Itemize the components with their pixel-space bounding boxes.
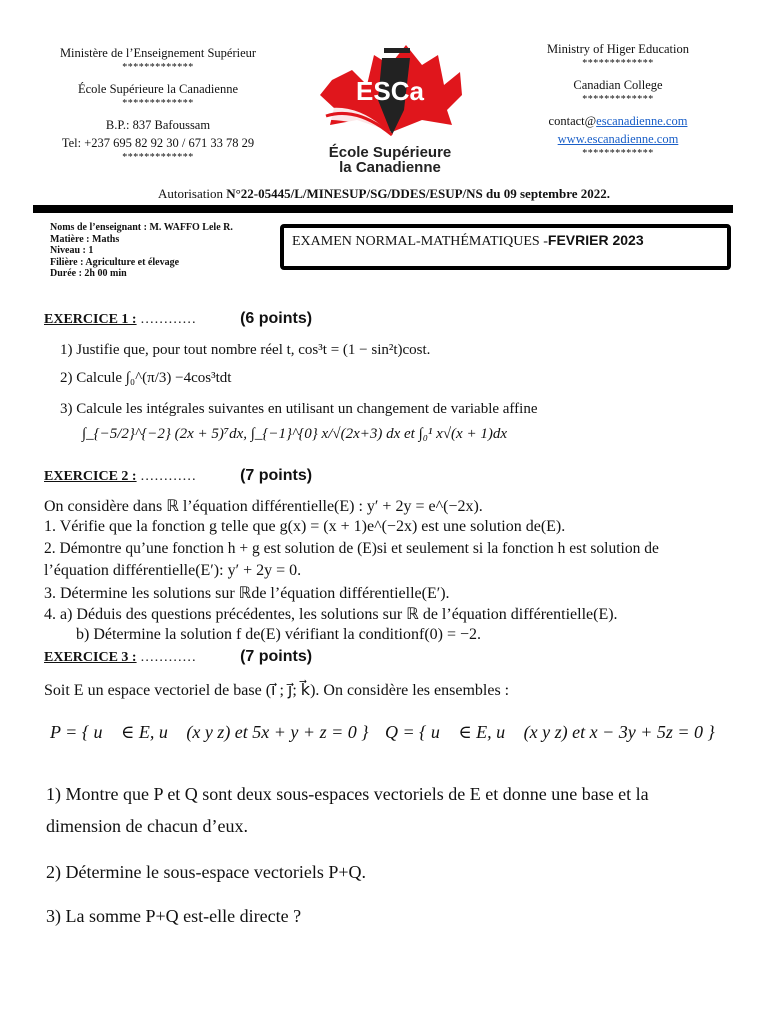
level: Niveau : 1 [50,245,94,256]
maple-leaf-book-icon [312,40,468,140]
header-left [30,44,286,164]
website-link[interactable]: www.escanadienne.com [557,132,679,146]
ex3-q3: 3) La somme P+Q est-elle directe ? [46,906,302,926]
ex2-line: 1. Vérifie que la fonction g telle que g(x) = (x + 1)e^(−2x) est une solution de(E). [44,518,566,535]
ex2-line: b) Détermine la solution f de(E) vérifiant la conditionf(0) = −2. [76,626,482,643]
exercise-label: EXERCICE 1 : [44,312,137,327]
school-logo [312,40,468,180]
authorisation-number: N°22-05445/L/MINESUP/SG/DDES/ESUP/NS du 09 septembre 2022. [226,186,611,201]
ex3-q1-cont: dimension de chacun d’eux. [46,816,248,836]
authorisation-label: Autorisation [157,186,223,201]
separator: ************* [582,58,654,69]
college-name: Canadian College [573,78,663,92]
field: Filière : Agriculture et élevage [50,256,180,268]
ex1-q3-integrals: ∫_{−5/2}^{−2} (2x + 5)⁷dx, ∫_{−1}^{0} x/√(2x+3) dx et ∫₀¹ x√(x + 1)dx [82,426,507,442]
set-P-definition: P = { u⃗ ∈ E, u⃗ (x y z) et 5x + y + z = 0 } [50,722,369,742]
ex3-q2: 2) Détermine le sous-espace vectoriels P+Q. [46,862,367,882]
separator: ************* [122,152,194,163]
exercise-1-heading [44,310,312,328]
separator: ************* [582,94,654,105]
exercise-2-heading [44,467,312,485]
email-link[interactable]: escanadienne.com [596,114,688,128]
authorisation [0,186,768,202]
ex1-q2: 2) Calcule ∫₀^(π/3) −4cos³tdt [60,370,232,386]
exam-info [50,222,233,280]
dots: ………… [136,650,197,665]
set-Q-definition: Q = { u⃗ ∈ E, u⃗ (x y z) et x − 3y + 5z = 0 } [385,722,715,742]
ex1-q3: 3) Calcule les intégrales suivantes en utilisant un changement de variable affine [60,401,538,417]
ministry-fr: Ministère de l’Enseignement Supérieur [59,46,257,60]
ex2-line: On considère dans ℝ l’équation différentielle(E) : y′ + 2y = e^(−2x). [44,498,483,515]
subject: Matière : Maths [50,233,120,245]
separator: ************* [582,148,654,159]
ex3-q1: 1) Montre que P et Q sont deux sous-espaces vectoriels de E et donne une base et la [46,784,649,804]
ex2-line: 2. Démontre qu’une fonction h + g est solution de (E)si et seulement si la fonction h est solution de [44,540,659,557]
exam-title-date: FEVRIER 2023 [547,232,644,248]
separator: ************* [122,62,194,73]
dots: ………… [136,469,197,484]
phone: Tel: +237 695 82 92 30 / 671 33 78 29 [61,136,255,150]
exam-title-main: EXAMEN NORMAL-MATHÉMATIQUES - [292,234,548,249]
points: (6 points) [240,310,313,327]
ex2-line: l’équation différentielle(E′): y′ + 2y = 0. [44,562,302,579]
exercise-3-heading [44,648,312,666]
points: (7 points) [240,648,313,665]
points: (7 points) [240,467,313,484]
duration: Durée : 2h 00 min [50,268,127,279]
logo-letters: ESCa [356,76,424,106]
logo-text-line1: École Supérieure [328,144,452,161]
school-name: École Supérieure la Canadienne [78,82,238,96]
divider-bar [33,205,733,213]
ministry-en: Ministry of Higer Education [547,42,689,56]
exam-title [280,224,731,270]
contact-email [500,112,736,130]
dots: ………… [136,312,197,327]
exercise-label: EXERCICE 2 : [44,469,137,484]
ex1-q1: 1) Justifie que, pour tout nombre réel t, cos³t = (1 − sin²t)cost. [60,342,431,358]
header-right [500,40,736,160]
ex2-line: 4. a) Déduis des questions précédentes, les solutions sur ℝ de l’équation différentielle(E). [44,606,618,623]
logo-text-line2: la Canadienne [339,159,441,176]
separator: ************* [122,98,194,109]
contact-prefix: contact@ [548,114,597,128]
exercise-label: EXERCICE 3 : [44,650,137,665]
postal-box: B.P.: 837 Bafoussam [105,118,211,132]
ex2-line: 3. Détermine les solutions sur ℝde l’équation différentielle(E′). [44,585,450,602]
teacher: Noms de l’enseignant : M. WAFFO Lele R. [50,222,233,233]
ex3-intro: Soit E un espace vectoriel de base (i⃗ ; j⃗; k⃗). On considère les ensembles : [44,682,510,699]
